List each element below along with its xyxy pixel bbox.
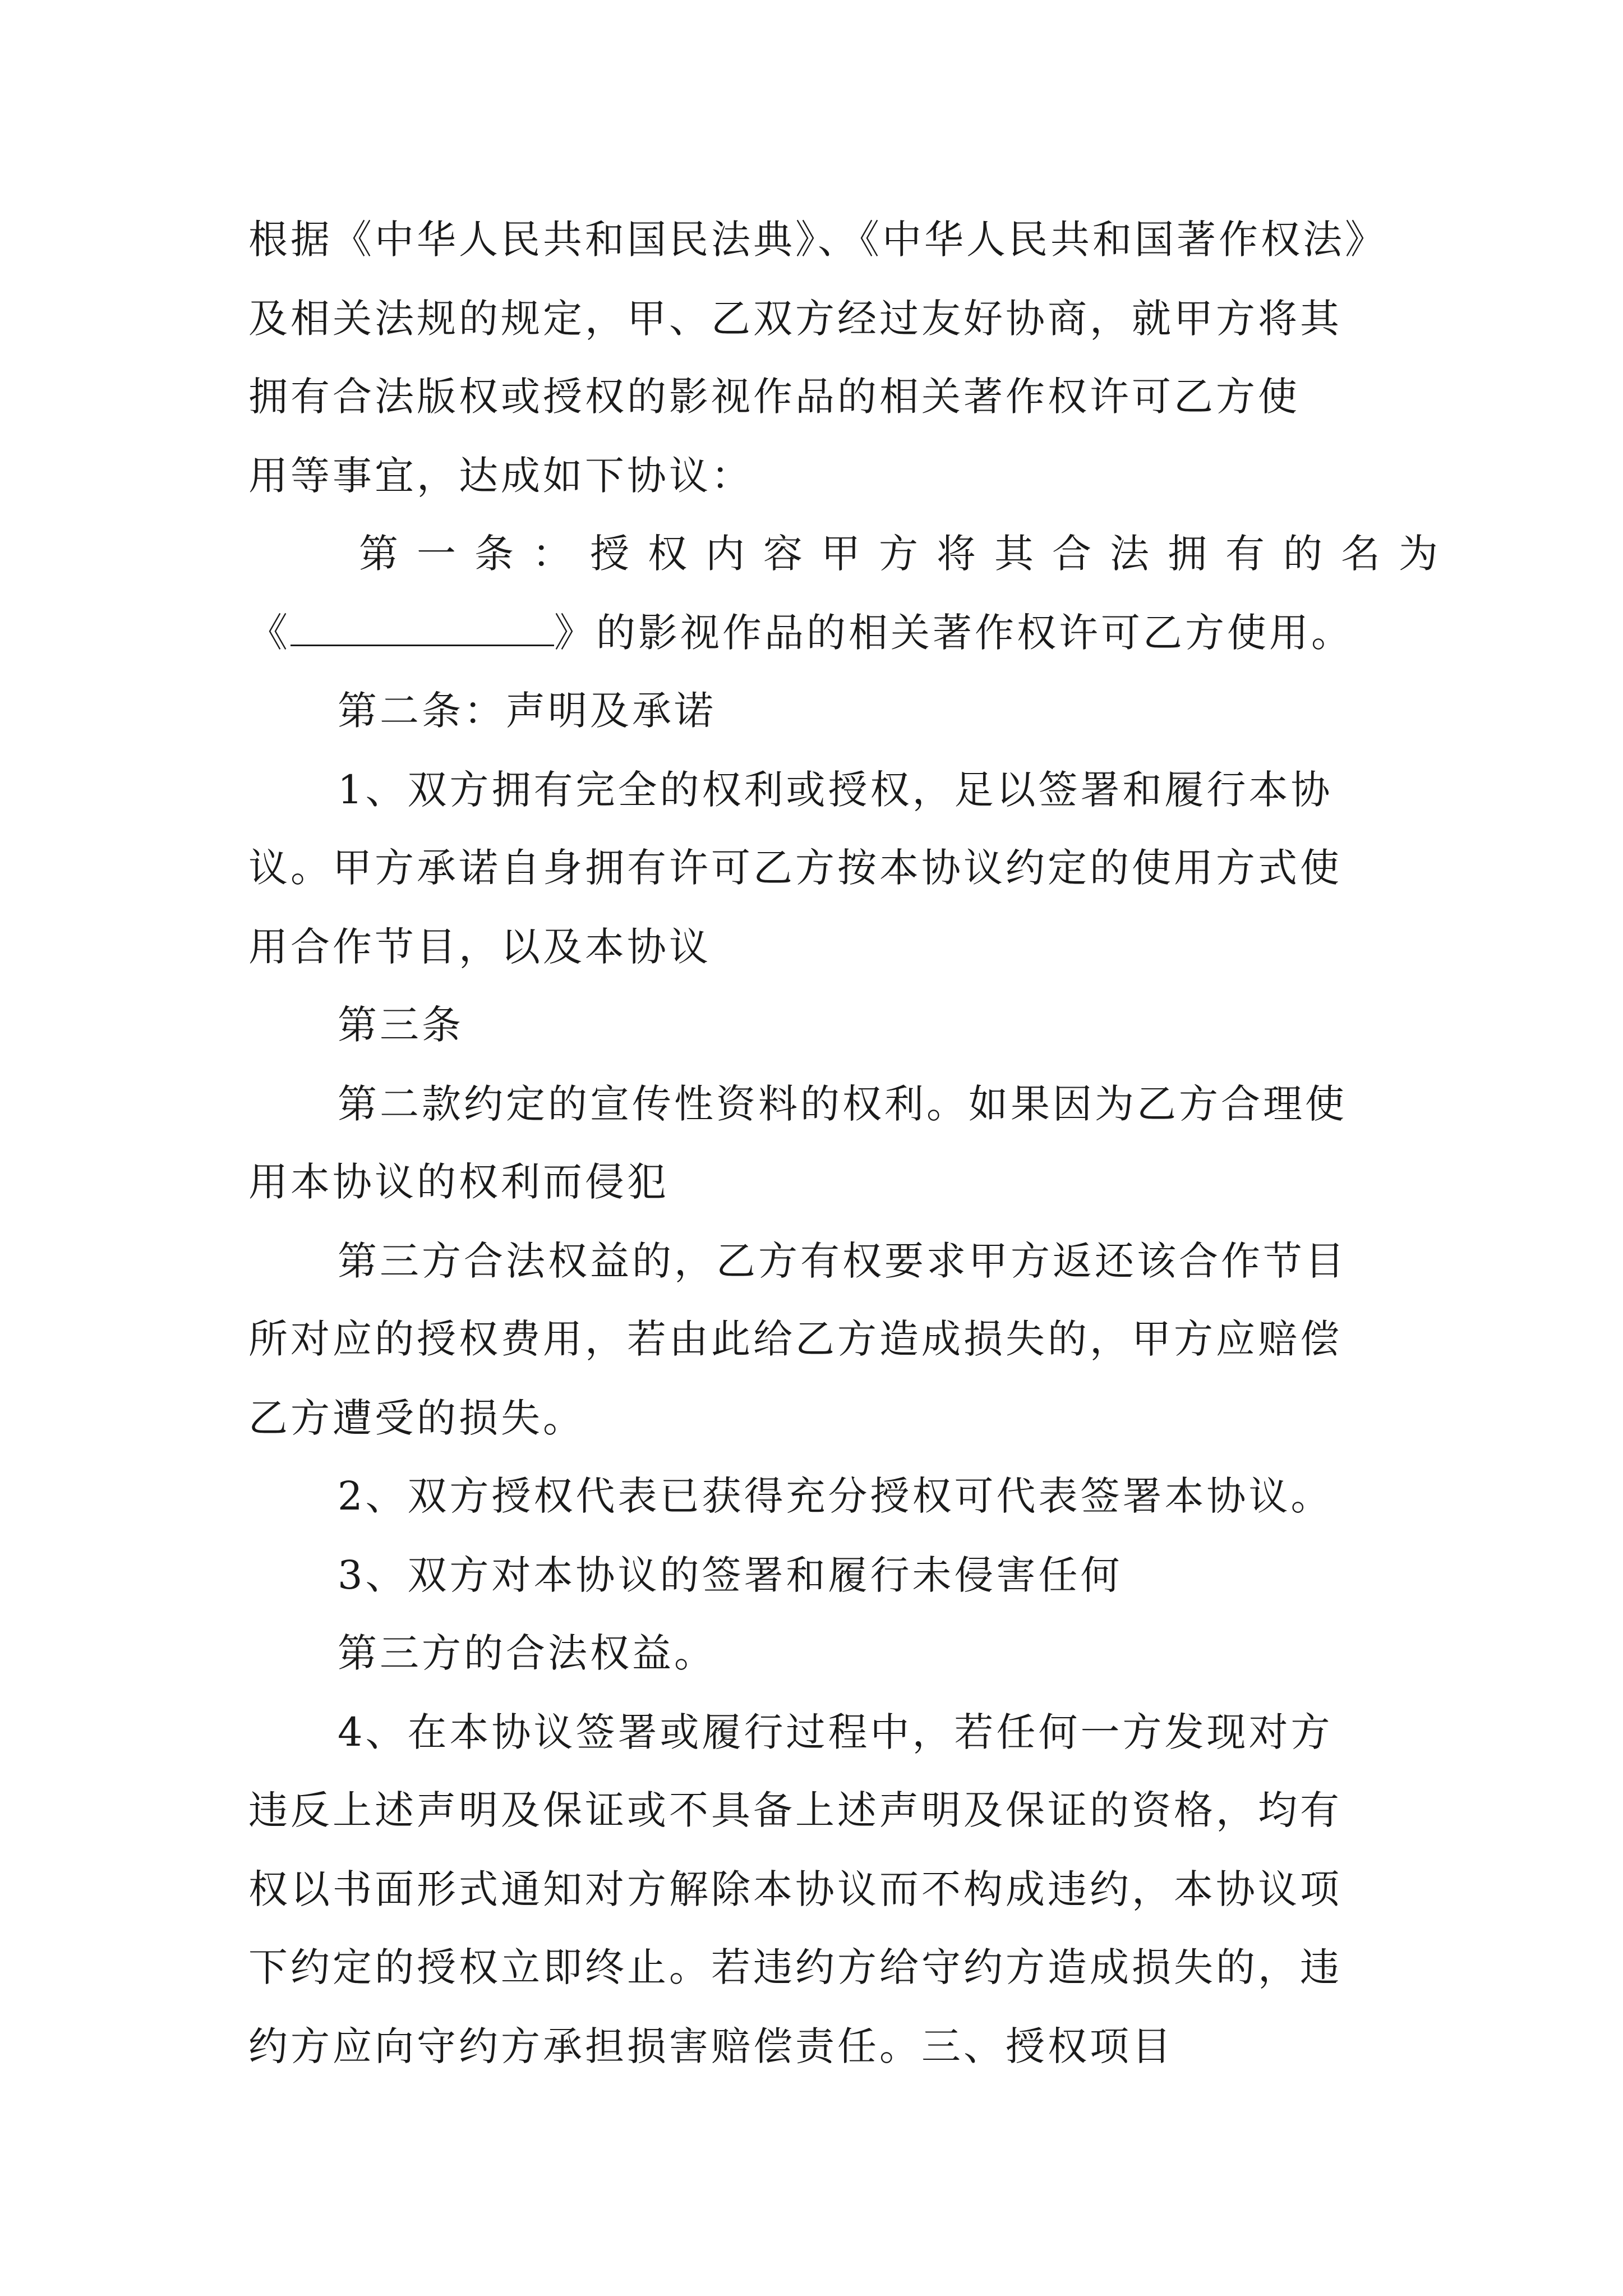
paragraph-line: 约方应向守约方承担损害赔偿责任。三、授权项目 xyxy=(248,2023,1174,2069)
paragraph-line: 用等事宜，达成如下协议： xyxy=(248,453,753,499)
title-placeholder-line xyxy=(248,610,1353,656)
paragraph-line: 权以书面形式通知对方解除本协议而不构成违约，本协议项 xyxy=(248,1866,1342,1912)
paragraph-line: 及相关法规的规定，甲、乙双方经过友好协商，就甲方将其 xyxy=(248,296,1342,342)
paragraph-line: 下约定的授权立即终止。若违约方给守约方造成损失的，违 xyxy=(248,1944,1342,1990)
paragraph-line: 用本协议的权利而侵犯 xyxy=(248,1159,669,1205)
article-two-heading: 第二条：声明及承诺 xyxy=(338,688,716,734)
paragraph-line: 拥有合法版权或授权的影视作品的相关著作权许可乙方使 xyxy=(248,374,1300,420)
paragraph-line: 乙方遭受的损失。 xyxy=(248,1395,585,1441)
paragraph-line: 第三方合法权益的，乙方有权要求甲方返还该合作节目 xyxy=(338,1238,1347,1284)
paragraph-line: 违反上述声明及保证或不具备上述声明及保证的资格，均有 xyxy=(248,1787,1342,1833)
paragraph-line: 3、双方对本协议的签署和履行未侵害任何 xyxy=(338,1552,1123,1598)
paragraph-line: 2、双方授权代表已获得充分授权可代表签署本协议。 xyxy=(338,1473,1333,1519)
title-line-rest: 》的影视作品的相关著作权许可乙方使用。 xyxy=(554,610,1353,656)
open-title-bracket: 《 xyxy=(248,610,291,656)
paragraph-line: 第三方的合法权益。 xyxy=(338,1630,716,1676)
paragraph-line: 所对应的授权费用，若由此给乙方造成损失的，甲方应赔偿 xyxy=(248,1316,1342,1362)
title-blank-field xyxy=(291,615,554,646)
paragraph-line: 1、双方拥有完全的权利或授权，足以签署和履行本协 xyxy=(338,767,1333,813)
paragraph-line: 4、在本协议签署或履行过程中，若任何一方发现对方 xyxy=(338,1709,1333,1755)
paragraph-line: 根据《中华人民共和国民法典》、《中华人民共和国著作权法》 xyxy=(248,217,1387,263)
article-three-heading: 第三条 xyxy=(338,1002,464,1048)
paragraph-line: 议。甲方承诺自身拥有许可乙方按本协议约定的使用方式使 xyxy=(248,845,1342,891)
paragraph-line: 用合作节目，以及本协议 xyxy=(248,924,711,970)
article-one-heading: 第一条：授权内容甲方将其合法拥有的名为 xyxy=(359,531,1456,577)
paragraph-line: 第二款约定的宣传性资料的权利。如果因为乙方合理使 xyxy=(338,1081,1347,1127)
